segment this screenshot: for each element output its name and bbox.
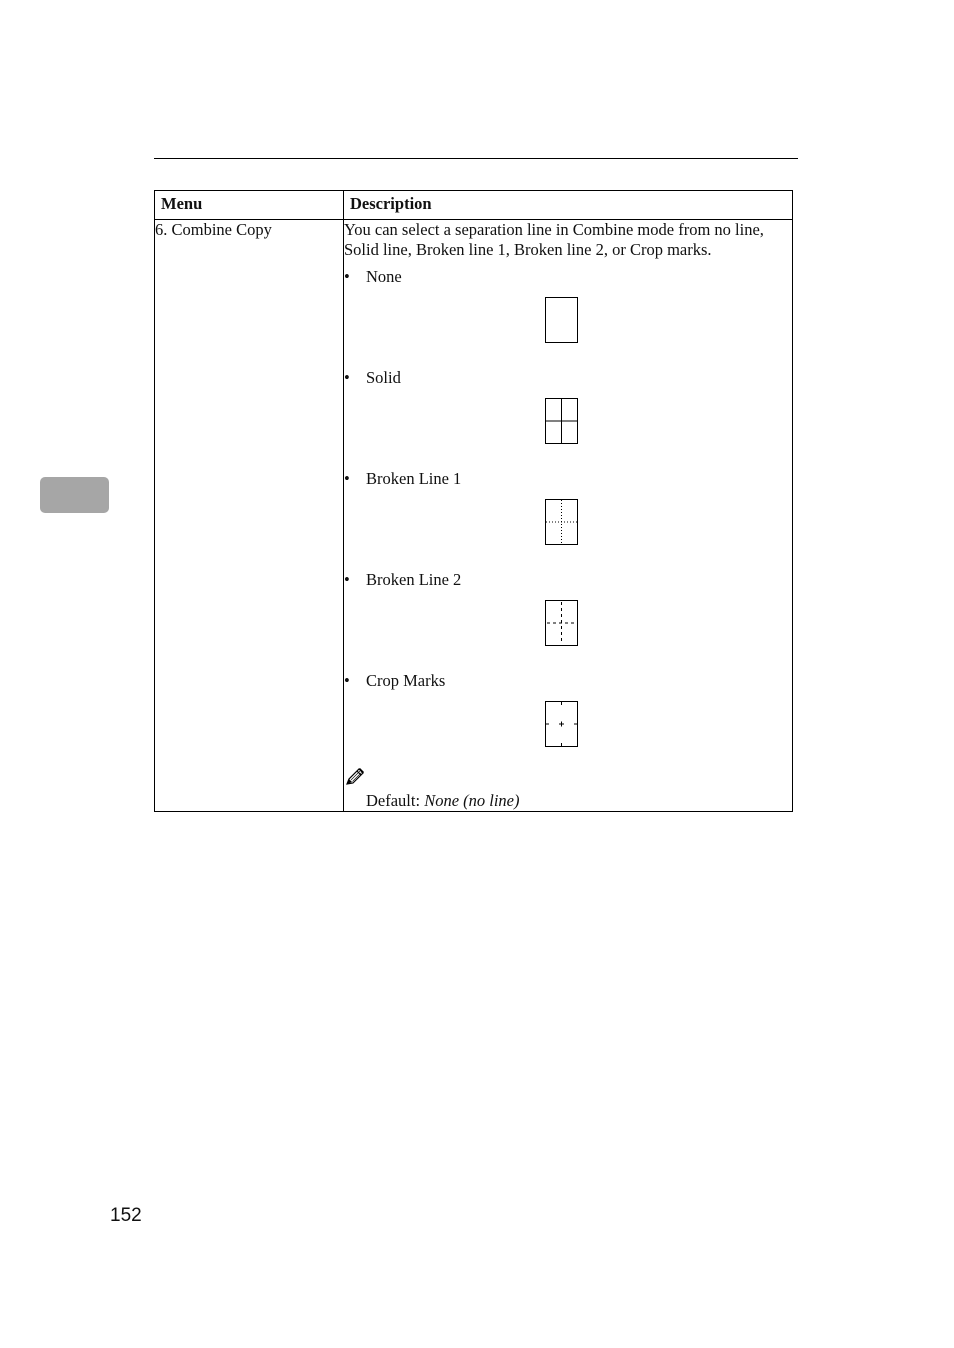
option-label: Crop Marks [366, 671, 446, 690]
table-header-row [155, 191, 793, 220]
table-row [155, 220, 793, 812]
description-column-header: Description [344, 191, 793, 220]
option-label: Broken Line 1 [366, 469, 462, 488]
default-value: None (no line) [424, 791, 520, 810]
option-broken-line-2 [344, 570, 792, 646]
bullet-icon: • [344, 469, 350, 488]
default-setting [344, 791, 792, 811]
chapter-tab [40, 477, 109, 513]
dotted-line-page-icon [545, 499, 578, 545]
bullet-icon: • [344, 368, 350, 387]
bullet-icon: • [344, 570, 350, 589]
option-label: None [366, 267, 402, 286]
option-solid [344, 368, 792, 444]
option-label: Solid [366, 368, 401, 387]
note-block [344, 767, 792, 811]
dashed-line-page-icon [545, 600, 578, 646]
menu-cell: 6. Combine Copy [155, 220, 344, 812]
option-broken-line-1 [344, 469, 792, 545]
solid-line-page-icon [545, 398, 578, 444]
bullet-icon: • [344, 671, 350, 690]
crop-marks-page-icon [545, 701, 578, 747]
bullet-icon: • [344, 267, 350, 286]
page-number: 152 [110, 1205, 142, 1226]
description-intro: You can select a separation line in Combine mode from no line, Solid line, Broken line 1, Broken line 2, or Crop marks. [344, 220, 764, 259]
option-none [344, 267, 792, 343]
default-label: Default: [366, 791, 421, 810]
header-rule [154, 158, 798, 159]
option-label: Broken Line 2 [366, 570, 462, 589]
blank-page-icon [545, 297, 578, 343]
option-crop-marks [344, 671, 792, 747]
pencil-note-icon [344, 767, 366, 787]
menu-column-header: Menu [155, 191, 344, 220]
combine-copy-table [154, 190, 793, 812]
description-cell [344, 220, 793, 812]
